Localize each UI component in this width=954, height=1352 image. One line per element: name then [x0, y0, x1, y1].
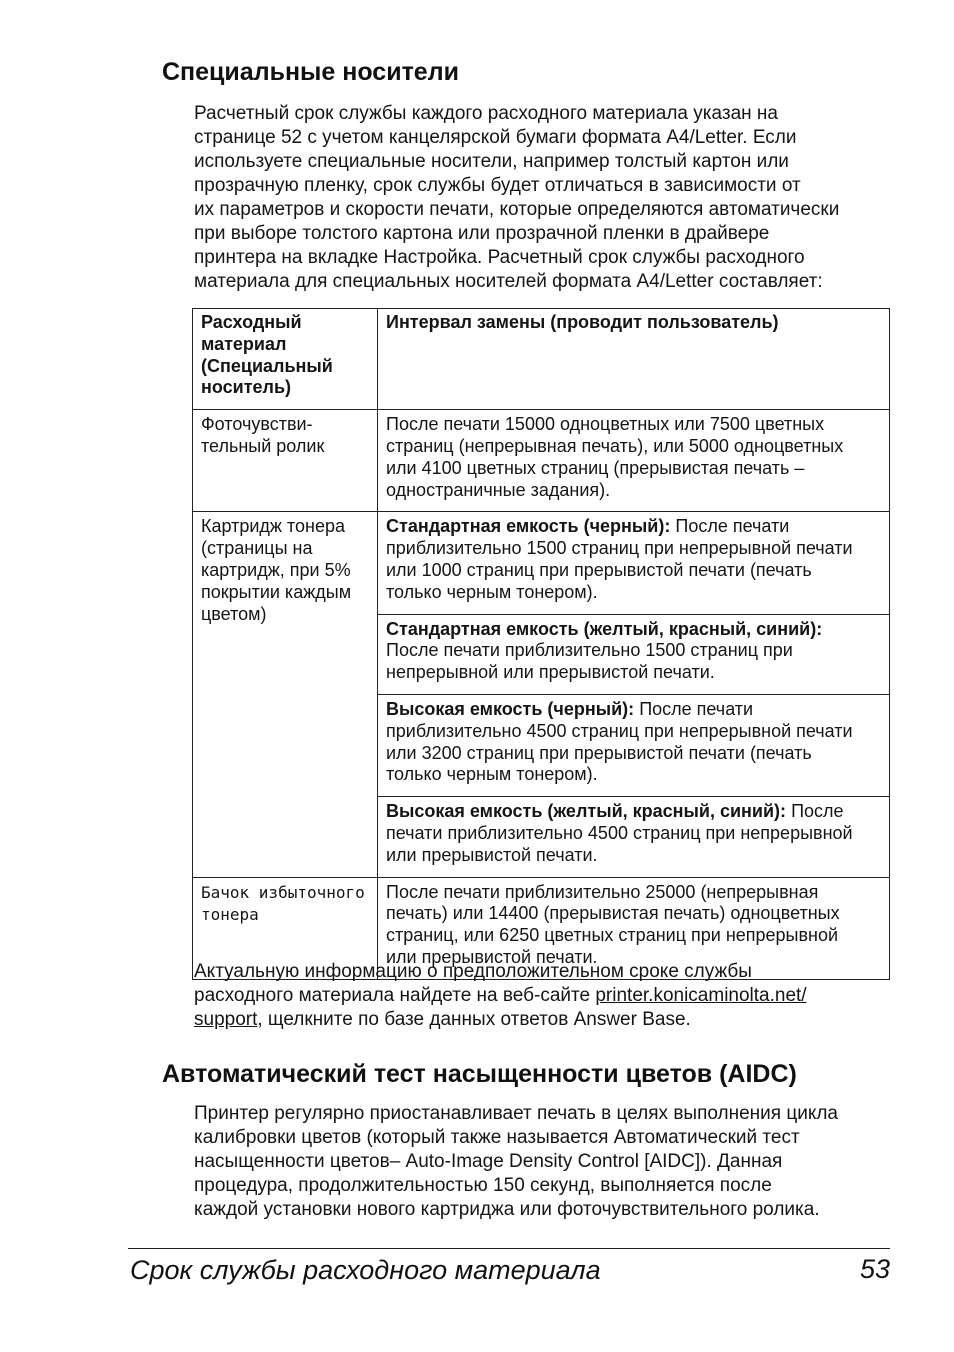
text-line: принтера на вкладке Настройка. Расчетный срок службы расходного	[194, 247, 805, 268]
cell-line: тельный ролик	[201, 435, 325, 456]
cell-line: непрерывной или прерывистой печати.	[386, 662, 715, 683]
page-number: 53	[859, 1254, 890, 1284]
cell-line: приблизительно 4500 страниц при непрерывной печати	[386, 720, 853, 741]
cell-line: или 4100 цветных страниц (прерывистая печать –	[386, 457, 805, 478]
toner-standard-color-cell	[378, 614, 890, 694]
footer-chapter-title: Срок службы расходного материала	[130, 1255, 601, 1285]
cell-line: страниц, или 6250 цветных страниц при непрерывной	[386, 925, 839, 946]
cell-line	[386, 801, 884, 823]
drum-interval-cell	[378, 410, 890, 512]
capacity-label: Стандартная емкость (черный):	[386, 516, 671, 537]
section-heading-special-media: Специальные носители	[162, 58, 459, 86]
toner-name-cell	[193, 512, 378, 877]
cell-line: покрытии каждым	[201, 581, 352, 602]
cell-line: только черным тонером).	[386, 764, 598, 785]
cell-text: После печати	[639, 698, 754, 719]
cell-line: Бачок избыточного	[201, 882, 365, 902]
cell-line: После печати приблизительно 25000 (непрерывная	[386, 881, 819, 902]
cell-line: или прерывистой печати.	[386, 844, 598, 865]
header-line: материал	[201, 333, 287, 354]
support-site-link[interactable]: printer.konicaminolta.net/	[595, 985, 807, 1006]
cell-line: или 1000 страниц при прерывистой печати (печать	[386, 559, 812, 580]
text-segment: расходного материала найдете на веб-сайте	[194, 985, 596, 1006]
text-line: каждой установки нового картриджа или фоточувствительного ролика.	[194, 1199, 820, 1220]
text-line: насыщенности цветов– Auto-Image Density Control [AIDC]). Данная	[194, 1151, 783, 1172]
capacity-label: Высокая емкость (желтый, красный, синий):	[386, 801, 787, 822]
text-line: прозрачную пленку, срок службы будет отличаться в зависимости от	[194, 175, 801, 196]
table-header-row	[193, 309, 890, 410]
cell-line	[386, 699, 884, 721]
cell-line: печати приблизительно 4500 страниц при непрерывной	[386, 822, 853, 843]
text-line	[194, 984, 894, 1008]
cell-line: приблизительно 1500 страниц при непрерывной печати	[386, 538, 853, 559]
cell-line: картридж, при 5%	[201, 559, 351, 580]
text-line: используете специальные носители, например толстый картон или	[194, 151, 789, 172]
cell-line: или 3200 страниц при прерывистой печати (печать	[386, 742, 812, 763]
cell-line: цветом)	[201, 603, 267, 624]
cell-line	[386, 516, 884, 538]
header-replacement-interval	[378, 309, 890, 410]
text-line	[194, 1008, 894, 1032]
text-line: Принтер регулярно приостанавливает печать в целях выполнения цикла	[194, 1103, 838, 1124]
intro-paragraph	[194, 102, 894, 294]
footer-rule	[128, 1248, 890, 1249]
text-line: странице 52 с учетом канцелярской бумаги формата A4/Letter. Если	[194, 127, 797, 148]
header-line: (Специальный	[201, 355, 333, 376]
cell-line: Картридж тонера	[201, 516, 345, 537]
capacity-label: Стандартная емкость (желтый, красный, синий):	[386, 618, 823, 639]
header-consumable	[193, 309, 378, 410]
text-line: материала для специальных носителей формата A4/Letter составляет:	[194, 271, 823, 292]
drum-name-cell	[193, 410, 378, 512]
cell-text: После печати	[675, 516, 790, 537]
cell-text: После	[791, 801, 844, 822]
capacity-label: Высокая емкость (черный):	[386, 698, 635, 719]
cell-line: страниц (непрерывная печать), или 5000 одноцветных	[386, 435, 844, 456]
supplies-lifetime-table	[192, 308, 890, 980]
cell-line: печать) или 14400 (прерывистая печать) одноцветных	[386, 903, 840, 924]
table-row	[193, 410, 890, 512]
cell-line: После печати приблизительно 1500 страниц при	[386, 640, 793, 661]
cell-line: или прерывистой печати.	[386, 946, 598, 967]
cell-line: (страницы на	[201, 538, 313, 559]
text-line: при выборе толстого картона или прозрачной пленки в драйвере	[194, 223, 770, 244]
text-segment: , щелкните по базе данных ответов Answer Base.	[257, 1009, 691, 1030]
toner-high-color-cell	[378, 797, 890, 877]
toner-standard-black-cell	[378, 512, 890, 614]
aidc-paragraph	[194, 1102, 894, 1222]
cell-line: Фоточувстви-	[201, 414, 313, 435]
cell-line: только черным тонером).	[386, 581, 598, 602]
text-line: Актуальную информацию о предположительном сроке службы	[194, 961, 752, 982]
text-line: калибровки цветов (который также называется Автоматический тест	[194, 1127, 800, 1148]
table-row	[193, 512, 890, 614]
section-heading-aidc: Автоматический тест насыщенности цветов (AIDC)	[162, 1060, 797, 1088]
text-line: процедура, продолжительностью 150 секунд, выполняется после	[194, 1175, 772, 1196]
toner-high-black-cell	[378, 694, 890, 796]
header-line: Расходный	[201, 312, 302, 332]
cell-line: тонера	[201, 904, 259, 924]
text-line: Расчетный срок службы каждого расходного материала указан на	[194, 103, 778, 124]
support-site-link-continued[interactable]: support	[194, 1009, 258, 1030]
header-line: Интервал замены (проводит пользователь)	[386, 312, 779, 332]
support-paragraph	[194, 960, 894, 1032]
cell-line: После печати 15000 одноцветных или 7500 цветных	[386, 414, 825, 435]
header-line: носитель)	[201, 377, 292, 398]
cell-line: одностраничные задания).	[386, 479, 611, 500]
text-line: их параметров и скорости печати, которые определяются автоматически	[194, 199, 840, 220]
